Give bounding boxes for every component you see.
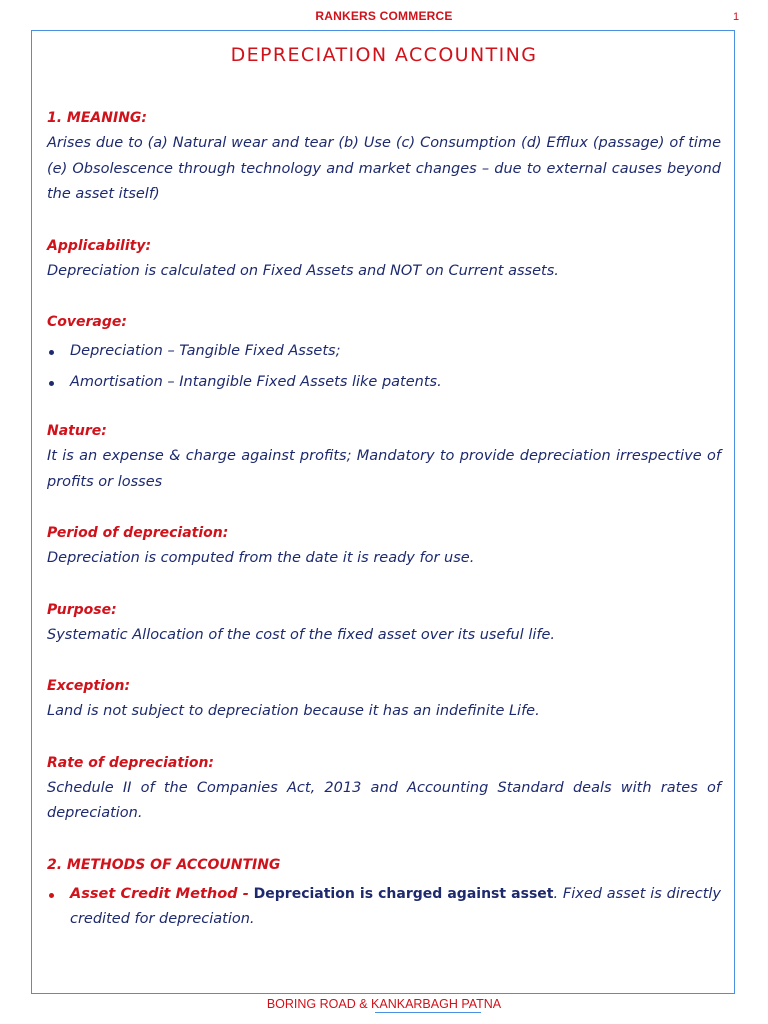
section-nature — [47, 419, 721, 495]
list-item-text: Depreciation – Tangible Fixed Assets; — [70, 343, 341, 359]
section-heading: 2. METHODS OF ACCOUNTING — [47, 856, 281, 873]
section-text: Depreciation is computed from the date it is ready for use. — [47, 550, 475, 566]
list-item — [47, 882, 721, 933]
section-heading: Exception: — [47, 678, 131, 694]
coverage-list — [47, 339, 721, 395]
list-item — [47, 370, 721, 396]
section-text: Depreciation is calculated on Fixed Assets and NOT on Current assets. — [47, 262, 559, 279]
page-footer: BORING ROAD & KANKARBAGH PATNA — [266, 997, 502, 1011]
section-text: Land is not subject to depreciation because it has an indefinite Life. — [47, 703, 540, 719]
section-heading: Coverage: — [47, 314, 127, 330]
method-description: . Fixed asset is directly credited for depreciation. — [70, 885, 722, 927]
document-title: DEPRECIATION ACCOUNTING — [230, 44, 538, 66]
section-heading: Period of depreciation: — [47, 525, 229, 541]
section-text: Systematic Allocation of the cost of the fixed asset over its useful life. — [47, 626, 556, 643]
section-heading: Rate of depreciation: — [47, 754, 215, 771]
section-heading: 1. MEANING: — [47, 110, 147, 126]
methods-list — [47, 882, 721, 933]
section-exception — [47, 674, 721, 725]
section-coverage — [47, 310, 721, 395]
section-text: It is an expense & charge against profits; Mandatory to provide depreciation irrespective of profits or losses — [47, 448, 721, 490]
method-key-phrase: Depreciation is charged against asset — [253, 885, 554, 902]
section-methods — [47, 853, 721, 933]
bullet-icon — [49, 893, 54, 898]
section-period — [47, 521, 721, 572]
section-text: Schedule II of the Companies Act, 2013 and Accounting Standard deals with rates of depreciation. — [47, 779, 721, 821]
page-header: RANKERS COMMERCE — [315, 9, 453, 23]
bullet-icon — [49, 350, 54, 355]
method-name: Asset Credit Method - — [70, 885, 249, 902]
footer-underline — [375, 1012, 481, 1013]
section-heading: Nature: — [47, 423, 107, 439]
section-heading: Applicability: — [47, 237, 152, 254]
section-applicability — [47, 234, 721, 285]
section-purpose — [47, 598, 721, 649]
section-meaning — [47, 106, 721, 208]
section-text: Arises due to (a) Natural wear and tear (b) Use (c) Consumption (d) Efflux (passage) of time (e) Obsolescence through technology and market changes – due to external causes beyond the asset itself) — [47, 135, 721, 202]
page-number: 1 — [733, 11, 740, 23]
document-body — [47, 40, 721, 938]
section-heading: Purpose: — [47, 601, 117, 618]
section-rate — [47, 751, 721, 827]
list-item-text: Amortisation – Intangible Fixed Assets like patents. — [70, 373, 442, 390]
list-item — [47, 339, 721, 365]
bullet-icon — [49, 381, 54, 386]
